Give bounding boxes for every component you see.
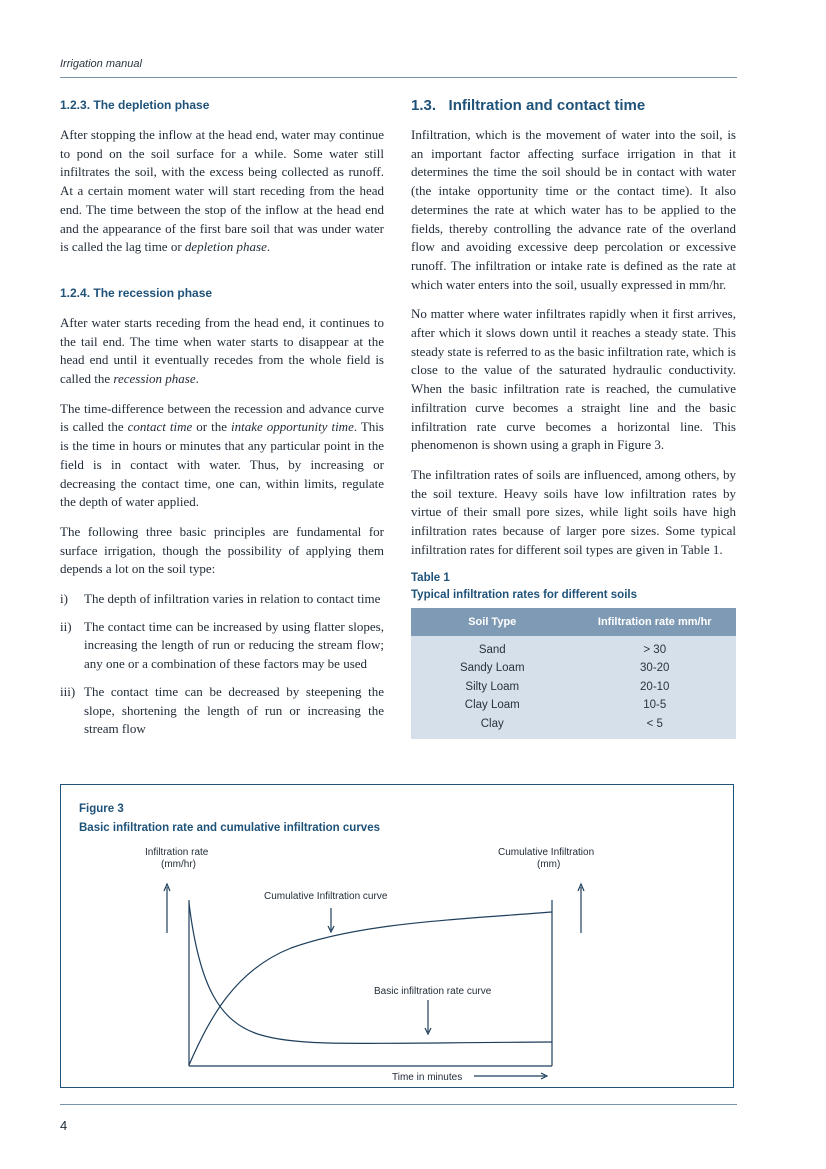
- infiltration-diagram: [61, 785, 733, 1087]
- figure-caption: Basic infiltration rate and cumulative infiltration curves: [79, 822, 380, 834]
- principles-list: [60, 590, 384, 739]
- left-column: [60, 96, 384, 748]
- figure-label: Figure 3: [79, 803, 124, 815]
- table-row: Sandy Loam 30-20: [459, 662, 670, 675]
- page-number: 4: [60, 1118, 68, 1133]
- paragraph-recession: After water starts receding from the head end, it continues to the tail end. The time when water starts to disappear at the head end until it eventually recedes from the whole field is called the recession phase.: [60, 314, 384, 387]
- right-axis-label-2: (mm): [537, 859, 561, 870]
- table-label: Table 1: [411, 572, 450, 585]
- table-row: Clay < 5: [480, 717, 663, 730]
- infiltration-table: [411, 608, 736, 739]
- list-item: ii) The contact time can be increased by using flatter slopes, increasing the length of run or reducing the stream flow; any one or a combination of these factors may be used: [60, 618, 384, 672]
- left-axis-label-2: (mm/hr): [161, 859, 196, 870]
- term-depletion-phase: depletion phase: [184, 239, 267, 255]
- list-item: iii) The contact time can be decreased by steepening the slope, shortening the length of run or increasing the stream flow: [60, 683, 384, 737]
- table-row: Sand > 30: [478, 643, 667, 656]
- table-caption: Typical infiltration rates for different soils: [411, 589, 637, 602]
- column-header-soil-type: Soil Type: [411, 608, 574, 636]
- right-axis-label-1: Cumulative Infiltration: [498, 847, 595, 858]
- right-column: [411, 96, 736, 739]
- left-axis-label-1: Infiltration rate: [145, 847, 209, 858]
- table-row: Silty Loam 20-10: [465, 680, 670, 693]
- paragraph-infiltration-2: No matter where water infiltrates rapidly when it first arrives, after which it slows down until it reaches a steady state. This steady state is referred to as the basic infiltration rate, which is close to the value of the saturated hydraulic conductivity. When the basic infiltration rate is reached, the cumulative infiltration curve becomes a straight line and the basic infiltration rate curve becomes a horizontal line. This phenomenon is shown using a graph in Figure 3.: [411, 306, 736, 453]
- paragraph-infiltration-1: Infiltration, which is the movement of water into the soil, is an important factor affecting surface irrigation in that it determines the time the soil should be in contact with water (the intake opportunity time or the contact time). It also determines the rate at which water has to be applied to the fields, thereby controlling the advance rate of the overland flow and avoiding excessive deep percolation or excessive runoff. The infiltration or intake rate is defined as the rate at which water enters into the soil, usually expressed in mm/hr.: [411, 127, 736, 292]
- paragraph-contact-time: The time-difference between the recession and advance curve is called the contact time or the intake opportunity time. This is the time in hours or minutes that any particular point in the field is in contact with water. Thus, by increasing or decreasing the contact time, one can, within limits, regulate the depth of water applied.: [60, 400, 384, 510]
- x-axis-label: Time in minutes: [392, 1072, 463, 1083]
- term-recession-phase: recession phase: [113, 371, 196, 387]
- term-intake-opportunity-time: intake opportunity time: [231, 419, 354, 435]
- basic-infiltration-rate-curve: [189, 903, 552, 1043]
- basic-rate-curve-label: Basic infiltration rate curve: [374, 986, 492, 997]
- paragraph-infiltration-3: The infiltration rates of soils are influenced, among others, by the soil texture. Heavy soils have low infiltration rates by virtue of their small pore sizes, while light soils have high infiltration rates because of larger pore sizes. Some typical infiltration rates for different soil types are given in Table 1.: [411, 466, 736, 557]
- figure-3-box: [60, 784, 734, 1088]
- column-header-rate: Infiltration rate mm/hr: [574, 608, 737, 636]
- list-item: i) The depth of infiltration varies in relation to contact time: [60, 591, 381, 607]
- term-contact-time: contact time: [127, 419, 193, 435]
- cumulative-curve-label: Cumulative Infiltration curve: [264, 891, 388, 902]
- heading-recession-phase: 1.2.4. The recession phase: [60, 285, 213, 300]
- running-header: Irrigation manual: [60, 58, 142, 70]
- heading-infiltration: 1.3. Infiltration and contact time: [411, 97, 646, 114]
- paragraph-principles: The following three basic principles are fundamental for surface irrigation, though the possibility of applying them depends a lot on the soil type:: [60, 523, 384, 577]
- footer-rule: [60, 1104, 737, 1105]
- header-rule: [60, 77, 737, 78]
- heading-depletion-phase: 1.2.3. The depletion phase: [60, 98, 210, 112]
- table-row: Clay Loam 10-5: [464, 699, 667, 712]
- paragraph-depletion: After stopping the inflow at the head end, water may continue to pond on the soil surface for a while. Some water still infiltrates the soil, with the excess being collected as runoff. At a certain moment water will start receding from the head end. The time between the stop of the inflow at the head end and the appearance of the first bare soil that was under water is called the lag time or depletion phase.: [60, 127, 384, 255]
